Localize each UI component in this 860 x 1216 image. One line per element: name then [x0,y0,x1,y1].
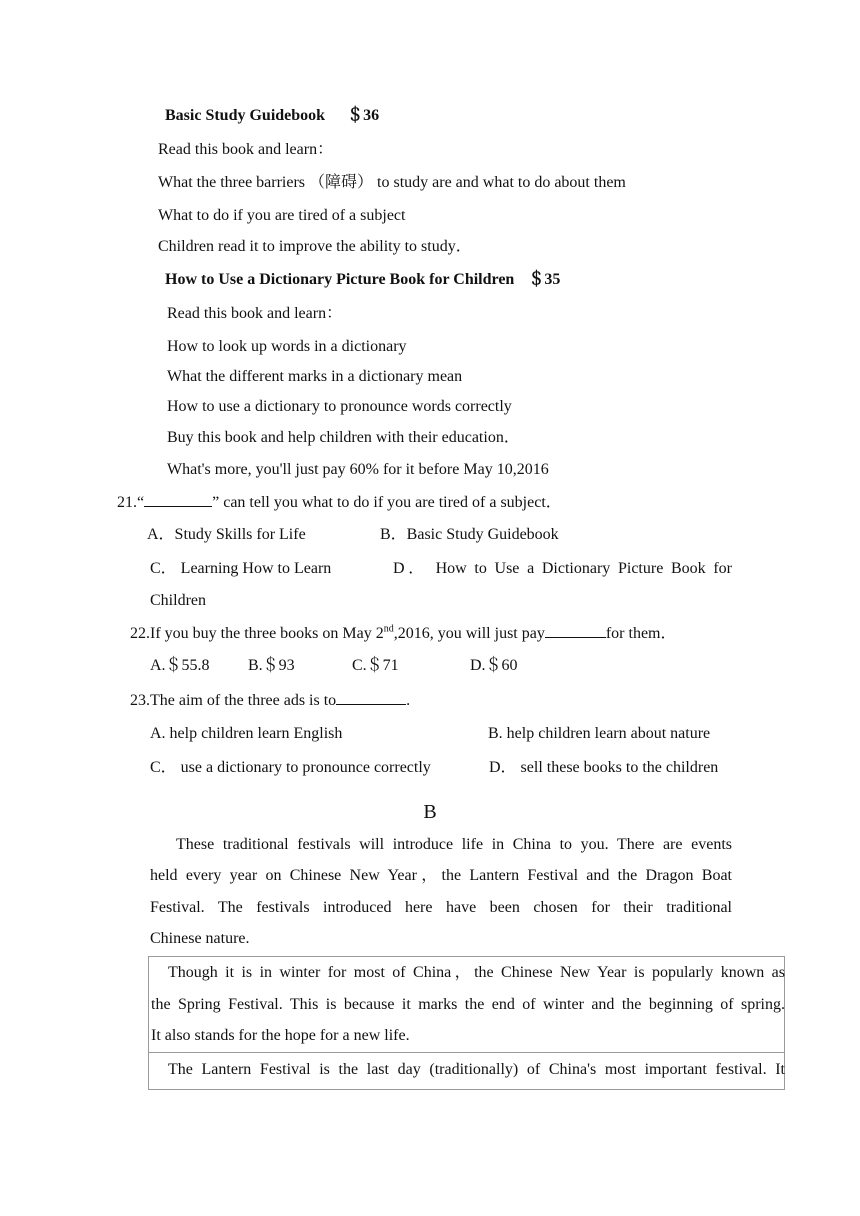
q23-option-b: B. help children learn about nature [488,725,711,742]
q22-superscript: nd [383,623,394,635]
q22-option-a: A.＄55.8 [150,657,210,674]
table-row1-line-1: Though it is in winter for most of China，the Chinese New Year is popularly known as [168,964,785,981]
q23-stem-before: 23.The aim of the three ads is to [130,692,337,709]
q21-option-d-cont: Children [150,592,206,609]
q22-option-d: D.＄60 [470,657,518,674]
ad1-title: Basic Study Guidebook [165,107,326,124]
q22-stem [130,623,677,644]
q23-option-d: D． sell these books to the children [489,759,719,776]
q22-option-b: B.＄93 [248,657,295,674]
festival-table [148,956,785,1090]
q23-stem [130,690,410,711]
q21-option-d: D． How to Use a Dictionary Picture Book for [393,560,732,577]
ad2-item-2: What the different marks in a dictionary mean [167,368,463,385]
section-b-paragraph-line-2: held every year on Chinese New Year，the Lantern Festival and the Dragon Boat [150,867,732,884]
ad1-item-3: Children read it to improve the ability to study． [158,238,472,255]
q21-stem-text: ” can tell you what to do if you are tired of a subject． [212,494,562,511]
section-b-heading: B [423,801,437,823]
table-row1-line-3: It also stands for the hope for a new life. [151,1027,410,1044]
ad2-item-5: What's more, you'll just pay 60% for it before May 10,2016 [167,461,549,478]
q21-option-b: B．Basic Study Guidebook [380,526,559,543]
table-row2-line: The Lantern Festival is the last day (traditionally) of China's most important festival. It [168,1061,785,1078]
ad2-item-4: Buy this book and help children with their education． [167,429,520,446]
q21-option-c: C． Learning How to Learn [150,560,332,577]
ad2-item-3: How to use a dictionary to pronounce words correctly [167,398,512,415]
ad1-title-line [165,106,379,126]
q21-stem [117,492,562,513]
q22-stem-after: for them． [605,625,677,642]
ad2-item-1: How to look up words in a dictionary [167,338,407,355]
q21-number: 21. [117,494,137,511]
ad2-price: ＄35 [528,271,561,288]
ad2-intro: Read this book and learn： [167,305,343,322]
ad1-item-2: What to do if you are tired of a subject [158,207,406,224]
table-row1-line-2: the Spring Festival. This is because it marks the end of winter and the beginning of spring. [151,996,785,1013]
q23-option-c: C． use a dictionary to pronounce correctly [150,759,431,776]
q21-open-quote: “ [137,494,145,511]
ad2-title: How to Use a Dictionary Picture Book for Children [165,271,515,288]
q22-stem-before: 22.If you buy the three books on May 2 [130,625,384,642]
q23-answer-blank [336,690,406,705]
ad1-price: ＄36 [347,107,380,124]
ad1-item-1: What the three barriers （障碍） to study are and what to do about them [158,174,626,191]
q21-option-a: A．Study Skills for Life [147,526,306,543]
q22-stem-mid: ,2016, you will just pay [393,625,545,642]
q23-stem-after: . [406,692,411,709]
section-b-paragraph-line-1: These traditional festivals will introduce life in China to you. There are events [176,836,732,853]
q22-option-c: C.＄71 [352,657,399,674]
ad1-intro: Read this book and learn： [158,141,334,158]
q22-answer-blank [545,623,606,638]
ad2-title-line [165,270,560,290]
q21-answer-blank [144,492,212,507]
section-b-paragraph-line-4: Chinese nature. [150,930,250,947]
section-b-paragraph-line-3: Festival. The festivals introduced here have been chosen for their traditional [150,899,732,916]
q23-option-a: A. help children learn English [150,725,343,742]
table-row-divider [149,1052,784,1053]
